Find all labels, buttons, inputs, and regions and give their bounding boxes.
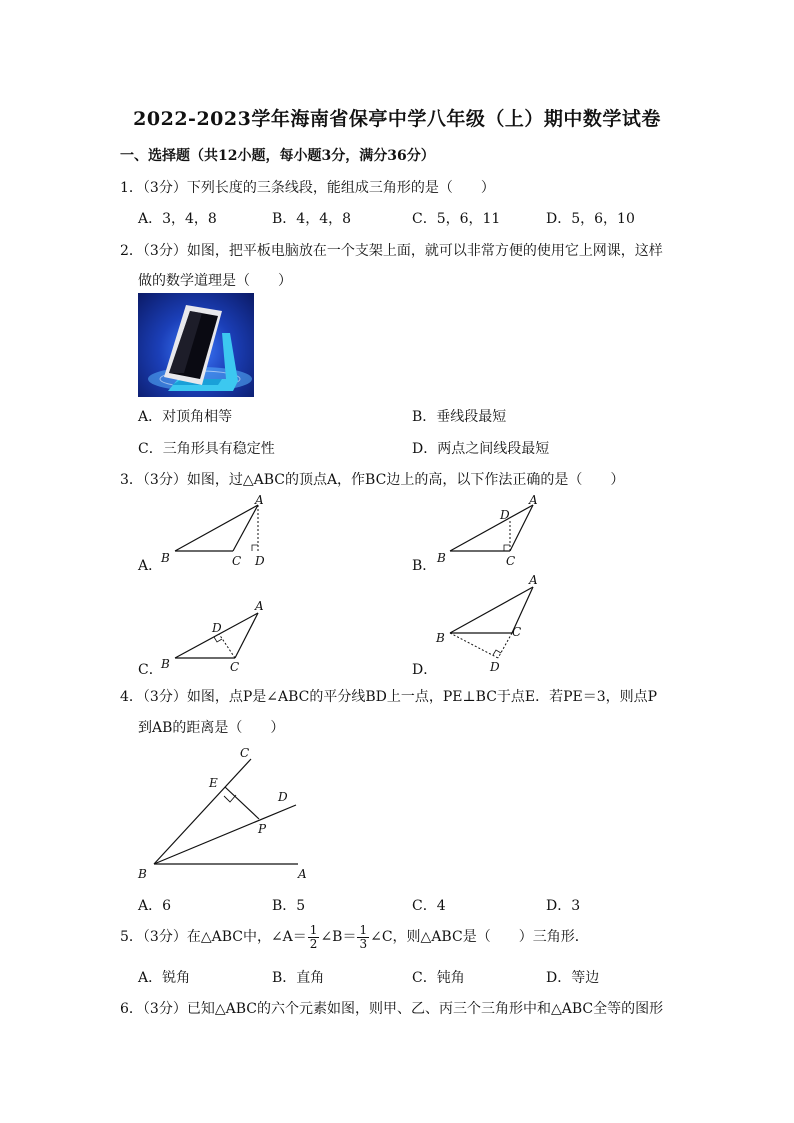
q3d-label-d: D [490, 660, 500, 674]
q3a-label-d: D [255, 554, 265, 568]
q4-option-c[interactable]: C．4 [412, 898, 446, 914]
q5-option-b[interactable]: B．直角 [272, 970, 325, 986]
q4-label-c: C [240, 746, 250, 760]
q5-prefix: 5．（3分）在△ABC中，∠A＝ [120, 929, 307, 945]
q5-suffix: ∠C，则△ABC是（ ）三角形． [370, 929, 589, 945]
q1-option-a[interactable]: A．3，4，8 [138, 211, 217, 227]
q3-option-b[interactable]: B． [412, 558, 437, 574]
q3a-label-c: C [232, 554, 242, 568]
q3a-label-a: A [255, 493, 264, 507]
tablet-stand-image [138, 293, 254, 397]
question-1-text: 1．（3分）下列长度的三条线段，能组成三角形的是（ ） [120, 180, 495, 196]
question-5-text [120, 922, 589, 952]
q3-option-c[interactable]: C． [138, 662, 163, 678]
tablet-stand-illustration [138, 293, 254, 397]
question-3-text: 3．（3分）如图，过△ABC的顶点A，作BC边上的高，以下作法正确的是（ ） [120, 472, 625, 488]
q1-option-c[interactable]: C．5，6，11 [412, 211, 501, 227]
q4-label-a: A [298, 867, 307, 881]
q5-option-d[interactable]: D．等边 [546, 970, 600, 986]
q2-option-d[interactable]: D．两点之间线段最短 [412, 441, 550, 457]
q3c-label-d: D [212, 621, 222, 635]
page-title: 2022-2023学年海南省保亭中学八年级（上）期中数学试卷 [133, 108, 661, 130]
q4-label-e: E [209, 776, 218, 790]
q4-option-d[interactable]: D．3 [546, 898, 581, 914]
q2-option-c[interactable]: C．三角形具有稳定性 [138, 441, 275, 457]
q3b-label-a: A [529, 493, 538, 507]
question-4-text-line1: 4．（3分）如图，点P是∠ABC的平分线BD上一点，PE⊥BC于点E．若PE＝3，则点P [120, 689, 658, 705]
q3d-label-a: A [529, 573, 538, 587]
q3b-label-d: D [500, 508, 510, 522]
q2-option-a[interactable]: A．对顶角相等 [138, 409, 233, 425]
q5-frac1-den: 2 [309, 936, 318, 951]
question-2-text-line2: 做的数学道理是（ ） [138, 273, 292, 289]
q4-label-b: B [138, 867, 147, 881]
q5-frac2-den: 3 [359, 936, 368, 951]
question-4-text-line2: 到AB的距离是（ ） [138, 720, 285, 736]
q3c-label-b: B [161, 657, 170, 671]
q3-figure-a [155, 492, 275, 572]
q3-figure-b [430, 492, 550, 572]
q3-figure-d [430, 570, 550, 680]
q4-angle-bisector-figure [130, 740, 330, 890]
q3d-label-b: B [436, 631, 445, 645]
q2-option-b[interactable]: B．垂线段最短 [412, 409, 507, 425]
q4-option-a[interactable]: A．6 [138, 898, 172, 914]
q3b-label-b: B [437, 551, 446, 565]
q3-option-d[interactable]: D． [412, 662, 438, 678]
q3a-label-b: B [161, 551, 170, 565]
q4-label-p: P [258, 822, 267, 836]
q4-label-d: D [278, 790, 288, 804]
question-6-text: 6．（3分）已知△ABC的六个元素如图，则甲、乙、丙三个三角形中和△ABC全等的图形 [120, 1001, 664, 1017]
q1-option-b[interactable]: B．4，4，8 [272, 211, 352, 227]
q4-option-b[interactable]: B．5 [272, 898, 306, 914]
q5-mid: ∠B＝ [320, 929, 357, 945]
q1-option-d[interactable]: D．5，6，10 [546, 211, 635, 227]
q3-figure-c [155, 598, 275, 678]
q5-frac1-num: 1 [309, 922, 318, 937]
section-heading: 一、选择题（共12小题，每小题3分，满分36分） [120, 148, 435, 164]
q5-fraction-2 [357, 924, 369, 951]
q5-frac2-num: 1 [359, 922, 368, 937]
q5-option-c[interactable]: C．钝角 [412, 970, 465, 986]
q3c-label-c: C [230, 660, 240, 674]
q3c-label-a: A [255, 599, 264, 613]
q5-fraction-1 [308, 924, 320, 951]
q3b-label-c: C [506, 554, 516, 568]
q5-option-a[interactable]: A．锐角 [138, 970, 191, 986]
question-2-text-line1: 2．（3分）如图，把平板电脑放在一个支架上面，就可以非常方便的使用它上网课，这样 [120, 243, 663, 259]
q3-option-a[interactable]: A． [138, 558, 163, 574]
q3d-label-c: C [512, 625, 522, 639]
